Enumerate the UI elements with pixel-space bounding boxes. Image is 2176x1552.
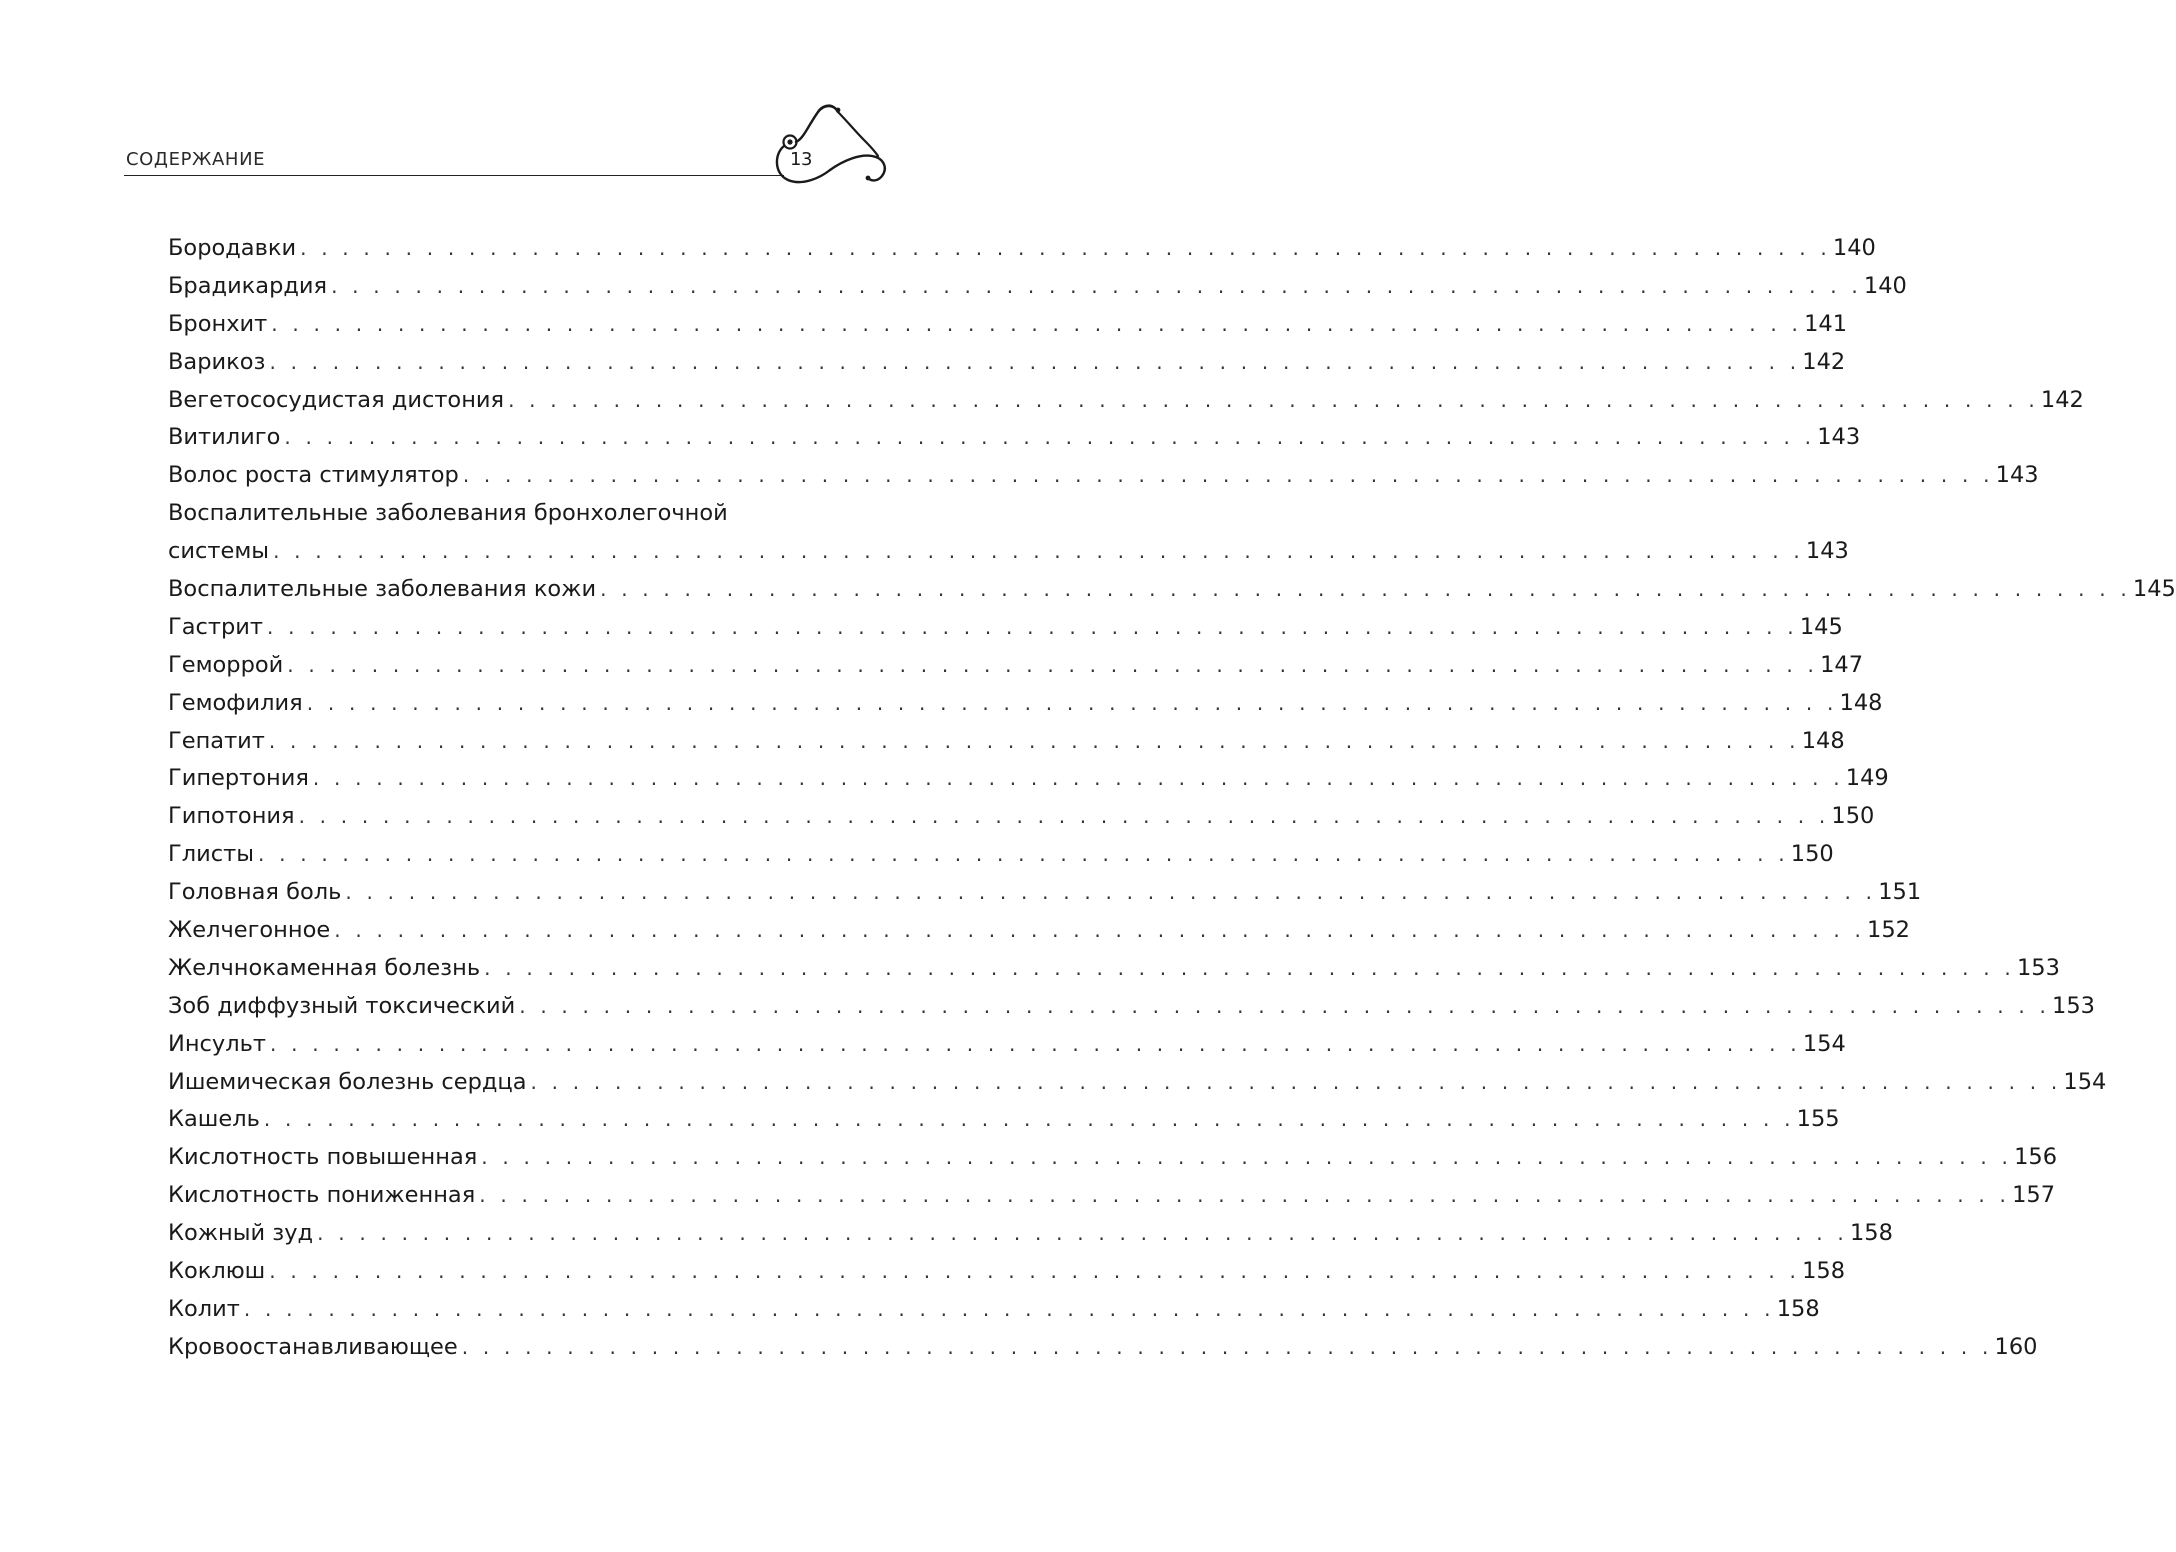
toc-leader-dots: . . . . . . . . . . . . . . . . . . . . . . . . . . . . . . . . . . . . . . . . . . . . . . . . . . . . . . . . . . . . . . . . . . . . . . . . . xyxy=(271,311,1803,336)
toc-entry-page: 150 xyxy=(1831,803,1875,830)
table-of-contents xyxy=(168,230,2176,1367)
toc-entry-line xyxy=(168,1139,2058,1177)
toc-entry-title: Воспалительные заболевания кожи xyxy=(168,576,597,603)
toc-entry-page: 153 xyxy=(2016,954,2060,981)
toc-entry xyxy=(168,457,2039,495)
toc-entry xyxy=(168,419,1861,457)
toc-entry xyxy=(168,912,1910,950)
toc-entry-title: Геморрой xyxy=(168,651,284,678)
toc-entry-page: 154 xyxy=(2063,1068,2107,1095)
toc-entry-line xyxy=(168,874,1922,912)
toc-entry-line xyxy=(168,230,1876,268)
toc-entry-title: Гипотония xyxy=(168,803,295,830)
toc-entry-title: Глисты xyxy=(168,841,254,868)
toc-entry-title: Зоб диффузный токсический xyxy=(168,992,516,1019)
toc-entry-line xyxy=(168,685,1883,723)
toc-leader-dots: . . . . . . . . . . . . . . . . . . . . . . . . . . . . . . . . . . . . . . . . . . . . . . . . . . . . . . . . . . . . . . . . . . . . . . . . . xyxy=(481,1145,2013,1170)
toc-leader-dots: . . . . . . . . . . . . . . . . . . . . . . . . . . . . . . . . . . . . . . . . . . . . . . . . . . . . . . . . . . . . . . . . . . . . . . . . . xyxy=(263,1107,1795,1132)
toc-entry-title: Гемофилия xyxy=(168,689,303,716)
running-head-title: СОДЕРЖАНИЕ xyxy=(126,149,266,170)
toc-leader-dots: . . . . . . . . . . . . . . . . . . . . . . . . . . . . . . . . . . . . . . . . . . . . . . . . . . . . . . . . . . . . . . . . . . . . . . . . . xyxy=(312,766,1844,791)
toc-leader-dots: . . . . . . . . . . . . . . . . . . . . . . . . . . . . . . . . . . . . . . . . . . . . . . . . . . . . . . . . . . . . . . . . . . . . . . . . . xyxy=(519,993,2051,1018)
toc-entry xyxy=(168,609,1843,647)
toc-leader-dots: . . . . . . . . . . . . . . . . . . . . . . . . . . . . . . . . . . . . . . . . . . . . . . . . . . . . . . . . . . . . . . . . . . . . . . . . . xyxy=(317,1221,1848,1246)
toc-entry-line xyxy=(168,1064,2107,1102)
toc-entry-line xyxy=(168,912,1910,950)
toc-leader-dots: . . . . . . . . . . . . . . . . . . . . . . . . . . . . . . . . . . . . . . . . . . . . . . . . . . . . . . . . . . . . . . . . . . . . . . . . . xyxy=(243,1296,1775,1321)
toc-entry-title: Кожный зуд xyxy=(168,1220,314,1247)
toc-leader-dots: . . . . . . . . . . . . . . . . . . . . . . . . . . . . . . . . . . . . . . . . . . . . . . . . . . . . . . . . . . . . . . . . . . . . . . . . . xyxy=(298,804,1830,829)
toc-entry xyxy=(168,1026,1846,1064)
toc-entry-line xyxy=(168,1177,2056,1215)
toc-leader-dots: . . . . . . . . . . . . . . . . . . . . . . . . . . . . . . . . . . . . . . . . . . . . . . . . . . . . . . . . . . . . . . . . . . . . . . . . . xyxy=(484,955,2015,980)
toc-leader-dots: . . . . . . . . . . . . . . . . . . . . . . . . . . . . . . . . . . . . . . . . . . . . . . . . . . . . . . . . . . . . . . . . . . . . . . . . . xyxy=(273,539,1804,564)
toc-entry-page: 142 xyxy=(2040,386,2084,413)
toc-entry xyxy=(168,1101,1840,1139)
toc-entry-line xyxy=(168,950,2060,988)
toc-leader-dots: . . . . . . . . . . . . . . . . . . . . . . . . . . . . . . . . . . . . . . . . . . . . . . . . . . . . . . . . . . . . . . . . . . . . . . . . . xyxy=(306,690,1838,715)
toc-entry-title: Вегетососудистая дистония xyxy=(168,386,505,413)
toc-entry-title: Колит xyxy=(168,1295,240,1322)
toc-entry-page: 145 xyxy=(1799,613,1843,640)
toc-entry-title: Варикоз xyxy=(168,348,266,375)
toc-leader-dots: . . . . . . . . . . . . . . . . . . . . . . . . . . . . . . . . . . . . . . . . . . . . . . . . . . . . . . . . . . . . . . . . . . . . . . . . . xyxy=(268,728,1800,753)
toc-entry-title: Желчегонное xyxy=(168,917,331,944)
toc-entry xyxy=(168,836,1834,874)
toc-entry xyxy=(168,533,1849,571)
toc-leader-dots: . . . . . . . . . . . . . . . . . . . . . . . . . . . . . . . . . . . . . . . . . . . . . . . . . . . . . . . . . . . . . . . . . . . . . . . . . xyxy=(257,842,1789,867)
toc-entry-title: Бородавки xyxy=(168,235,297,261)
toc-entry xyxy=(168,1215,1893,1253)
toc-entry-page: 143 xyxy=(1805,538,1849,565)
toc-entry-page: 160 xyxy=(1994,1333,2038,1360)
toc-entry-page: 156 xyxy=(2014,1144,2058,1171)
toc-leader-dots: . . . . . . . . . . . . . . . . . . . . . . . . . . . . . . . . . . . . . . . . . . . . . . . . . . . . . . . . . . . . . . . . . . . . . . . . . xyxy=(269,1031,1801,1056)
toc-entry-line xyxy=(168,1329,2038,1367)
toc-entry-line xyxy=(168,760,1889,798)
toc-entry-title: Гепатит xyxy=(168,727,265,754)
toc-entry-title: Инсульт xyxy=(168,1030,266,1057)
toc-entry-title: системы xyxy=(168,538,270,565)
toc-entry-page: 155 xyxy=(1796,1106,1840,1133)
toc-entry-line xyxy=(168,988,2095,1026)
toc-entry-line xyxy=(168,382,2084,420)
header-rule xyxy=(124,175,784,176)
toc-entry xyxy=(168,230,1876,268)
toc-leader-dots: . . . . . . . . . . . . . . . . . . . . . . . . . . . . . . . . . . . . . . . . . . . . . . . . . . . . . . . . . . . . . . . . . . . . . . . . . xyxy=(461,1334,1993,1359)
toc-entry xyxy=(168,1064,2107,1102)
toc-entry-line xyxy=(168,647,1864,685)
toc-leader-dots: . . . . . . . . . . . . . . . . . . . . . . . . . . . . . . . . . . . . . . . . . . . . . . . . . . . . . . . . . . . . . . . . . . . . . . . . . xyxy=(269,349,1801,374)
toc-leader-dots: . . . . . . . . . . . . . . . . . . . . . . . . . . . . . . . . . . . . . . . . . . . . . . . . . . . . . . . . . . . . . . . . . . . . . . . . . xyxy=(530,1069,2062,1094)
toc-entry-title-part: Воспалительные заболевания бронхолегочной xyxy=(168,500,728,527)
toc-entry-page: 149 xyxy=(1845,765,1889,792)
toc-entry-page: 150 xyxy=(1790,841,1834,868)
toc-leader-dots: . . . . . . . . . . . . . . . . . . . . . . . . . . . . . . . . . . . . . . . . . . . . . . . . . . . . . . . . . . . . . . . . . . . . . . . . . xyxy=(462,463,1994,488)
toc-entry-title: Головная боль xyxy=(168,879,342,906)
toc-entry-line xyxy=(168,306,1848,344)
toc-entry-page: 158 xyxy=(1776,1295,1820,1322)
toc-entry xyxy=(168,760,1889,798)
toc-leader-dots: . . . . . . . . . . . . . . . . . . . . . . . . . . . . . . . . . . . . . . . . . . . . . . . . . . . . . . . . . . . . . . . . . . . . . . . . . xyxy=(267,614,1798,639)
toc-entry-line xyxy=(168,419,1861,457)
toc-entry-page: 143 xyxy=(1995,462,2039,489)
toc-entry-page: 140 xyxy=(1832,235,1876,261)
toc-entry-title: Брадикардия xyxy=(168,272,328,299)
toc-leader-dots: . . . . . . . . . . . . . . . . . . . . . . . . . . . . . . . . . . . . . . . . . . . . . . . . . . . . . . . . . . . . . . . . . . . . . . . . . xyxy=(287,652,1819,677)
toc-entry-line xyxy=(168,609,1843,647)
page-number: 13 xyxy=(790,149,812,170)
toc-entry-page: 145 xyxy=(2132,576,2176,603)
toc-leader-dots: . . . . . . . . . . . . . . . . . . . . . . . . . . . . . . . . . . . . . . . . . . . . . . . . . . . . . . . . . . . . . . . . . . . . . . . . . xyxy=(269,1259,1801,1284)
toc-entry xyxy=(168,647,1864,685)
toc-entry xyxy=(168,268,1907,306)
toc-leader-dots: . . . . . . . . . . . . . . . . . . . . . . . . . . . . . . . . . . . . . . . . . . . . . . . . . . . . . . . . . . . . . . . . . . . . . . . . . xyxy=(331,273,1862,298)
toc-entry-page: 154 xyxy=(1802,1030,1846,1057)
toc-entry-page: 152 xyxy=(1867,917,1910,944)
toc-entry-title: Гастрит xyxy=(168,613,263,640)
toc-entry xyxy=(168,723,1845,761)
toc-leader-dots: . . . . . . . . . . . . . . . . . . . . . . . . . . . . . . . . . . . . . . . . . . . . . . . . . . . . . . . . . . . . . . . . . . . . . . . . . xyxy=(508,387,2039,412)
toc-entry-page: 148 xyxy=(1839,689,1883,716)
stethoscope-icon xyxy=(760,98,900,190)
toc-leader-dots: . . . . . . . . . . . . . . . . . . . . . . . . . . . . . . . . . . . . . . . . . . . . . . . . . . . . . . . . . . . . . . . . . . . . . . . . . xyxy=(300,236,1831,260)
toc-entry xyxy=(168,1291,1820,1329)
toc-leader-dots: . . . . . . . . . . . . . . . . . . . . . . . . . . . . . . . . . . . . . . . . . . . . . . . . . . . . . . . . . . . . . . . . . . . . . . . . . xyxy=(334,918,1866,943)
toc-leader-dots: . . . . . . . . . . . . . . . . . . . . . . . . . . . . . . . . . . . . . . . . . . . . . . . . . . . . . . . . . . . . . . . . . . . . . . . . . xyxy=(600,577,2131,602)
toc-entry-title-line xyxy=(168,495,828,533)
toc-entry-page: 157 xyxy=(2012,1182,2056,1209)
toc-entry-title: Кислотность повышенная xyxy=(168,1144,478,1171)
toc-entry-title: Коклюш xyxy=(168,1258,266,1285)
toc-entry-page: 158 xyxy=(1802,1258,1846,1285)
toc-entry-title: Гипертония xyxy=(168,765,309,792)
toc-entry-page: 143 xyxy=(1817,424,1861,451)
toc-leader-dots: . . . . . . . . . . . . . . . . . . . . . . . . . . . . . . . . . . . . . . . . . . . . . . . . . . . . . . . . . . . . . . . . . . . . . . . . . xyxy=(479,1183,2011,1208)
toc-entry-title: Витилиго xyxy=(168,424,281,451)
toc-entry xyxy=(168,950,2060,988)
toc-entry-line xyxy=(168,1291,1820,1329)
toc-entry-page: 140 xyxy=(1863,272,1907,299)
toc-entry-title: Кровоостанавливающее xyxy=(168,1333,458,1360)
toc-entry-page: 142 xyxy=(1802,348,1846,375)
toc-entry-line xyxy=(168,1026,1846,1064)
toc-entry xyxy=(168,382,2084,420)
toc-leader-dots: . . . . . . . . . . . . . . . . . . . . . . . . . . . . . . . . . . . . . . . . . . . . . . . . . . . . . . . . . . . . . . . . . . . . . . . . . xyxy=(284,425,1816,450)
toc-leader-dots: . . . . . . . . . . . . . . . . . . . . . . . . . . . . . . . . . . . . . . . . . . . . . . . . . . . . . . . . . . . . . . . . . . . . . . . . . xyxy=(345,880,1877,905)
toc-entry xyxy=(168,798,1875,836)
toc-entry-page: 148 xyxy=(1801,727,1845,754)
toc-entry-line xyxy=(168,798,1875,836)
toc-entry-page: 153 xyxy=(2052,992,2095,1019)
toc-entry-title: Бронхит xyxy=(168,310,268,337)
toc-entry-page: 147 xyxy=(1820,651,1864,678)
toc-entry-page: 141 xyxy=(1804,310,1848,337)
toc-entry-line xyxy=(168,836,1834,874)
toc-entry xyxy=(168,874,1922,912)
toc-entry-line xyxy=(168,1101,1840,1139)
toc-entry-line xyxy=(168,344,1846,382)
toc-entry-title: Желчнокаменная болезнь xyxy=(168,954,481,981)
toc-entry-title: Кислотность пониженная xyxy=(168,1182,476,1209)
toc-entry-line xyxy=(168,723,1845,761)
toc-entry-line xyxy=(168,533,1849,571)
toc-entry-page: 158 xyxy=(1849,1220,1893,1247)
toc-entry xyxy=(168,1139,2058,1177)
toc-entry xyxy=(168,1329,2038,1367)
toc-entry-line xyxy=(168,457,2039,495)
toc-entry-line xyxy=(168,1253,1846,1291)
toc-entry xyxy=(168,685,1883,723)
toc-entry-line xyxy=(168,268,1907,306)
toc-entry xyxy=(168,306,1848,344)
toc-entry xyxy=(168,571,2176,609)
toc-entry-line xyxy=(168,1215,1893,1253)
toc-entry xyxy=(168,1253,1846,1291)
toc-entry-line xyxy=(168,571,2176,609)
toc-entry xyxy=(168,344,1846,382)
toc-entry-page: 151 xyxy=(1878,879,1922,906)
toc-entry xyxy=(168,1177,2056,1215)
toc-entry-title: Ишемическая болезнь сердца xyxy=(168,1068,527,1095)
toc-entry xyxy=(168,988,2095,1026)
toc-entry-title: Волос роста стимулятор xyxy=(168,462,459,489)
toc-entry-title: Кашель xyxy=(168,1106,260,1133)
